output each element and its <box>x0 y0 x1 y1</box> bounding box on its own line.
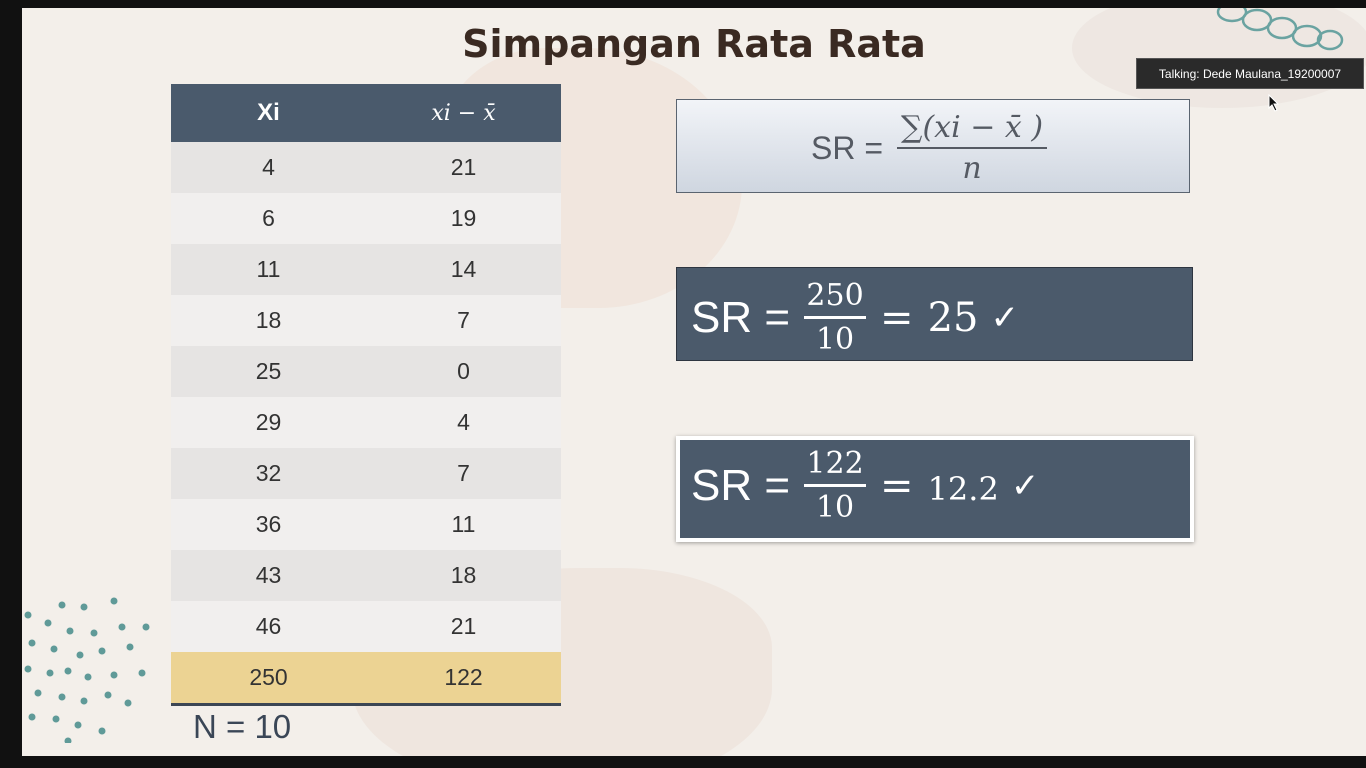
calc-lhs: SR = <box>691 460 791 510</box>
table-row <box>171 601 561 652</box>
dots-decoration-icon <box>22 593 162 743</box>
cell-deviation: 7 <box>366 295 561 346</box>
calculation-box-total <box>676 267 1193 361</box>
table-row <box>171 397 561 448</box>
table-row <box>171 142 561 193</box>
slide-title: Simpangan Rata Rata <box>462 22 926 66</box>
calc-numerator: 122 <box>806 446 864 481</box>
checkmark-icon: ✓ <box>1010 465 1040 506</box>
cell-deviation: 21 <box>366 601 561 652</box>
cell-deviation: 21 <box>366 142 561 193</box>
calc-denominator: 10 <box>815 322 855 357</box>
formula-fraction <box>897 110 1047 186</box>
cell-deviation: 7 <box>366 448 561 499</box>
table-row <box>171 499 561 550</box>
formula-denominator: n <box>962 151 982 186</box>
calc-lhs: SR = <box>691 292 791 342</box>
cell-xi: 4 <box>171 142 366 193</box>
formula-lhs: SR = <box>811 129 884 166</box>
table-row <box>171 346 561 397</box>
total-xi: 250 <box>171 652 366 705</box>
cell-xi: 32 <box>171 448 366 499</box>
column-header-deviation: xi − x̄ <box>366 84 561 142</box>
calc-fraction <box>804 446 866 525</box>
equals-sign: = <box>880 294 914 341</box>
fraction-bar <box>804 316 866 319</box>
column-header-xi: Xi <box>171 84 366 142</box>
talking-indicator: Talking: Dede Maulana_19200007 <box>1136 58 1364 89</box>
checkmark-icon: ✓ <box>990 297 1019 338</box>
total-deviation: 122 <box>366 652 561 705</box>
table-header-row <box>171 84 561 142</box>
calc-denominator: 10 <box>815 490 855 525</box>
sample-size-label: N = 10 <box>193 708 292 745</box>
formula-box <box>676 99 1190 193</box>
calc-result: 25 <box>927 294 979 341</box>
cell-deviation: 11 <box>366 499 561 550</box>
cell-xi: 18 <box>171 295 366 346</box>
presentation-slide <box>22 8 1366 756</box>
equals-sign: = <box>880 462 914 509</box>
cell-deviation: 4 <box>366 397 561 448</box>
calc-fraction <box>804 278 866 357</box>
mouse-cursor-icon <box>1268 94 1280 112</box>
cell-xi: 43 <box>171 550 366 601</box>
data-table <box>171 84 561 706</box>
table-row <box>171 295 561 346</box>
cell-deviation: 18 <box>366 550 561 601</box>
cell-xi: 36 <box>171 499 366 550</box>
calc-numerator: 250 <box>806 278 864 313</box>
cell-xi: 29 <box>171 397 366 448</box>
table-row <box>171 244 561 295</box>
fraction-bar <box>804 484 866 487</box>
table-total-row <box>171 652 561 705</box>
cell-deviation: 0 <box>366 346 561 397</box>
table-row <box>171 550 561 601</box>
cell-xi: 6 <box>171 193 366 244</box>
calc-result: 12.2 <box>927 469 999 508</box>
formula-numerator: ∑(xi − x̄ ) <box>901 110 1044 145</box>
fraction-bar <box>897 147 1047 149</box>
calculation-box-deviation <box>676 436 1194 542</box>
cell-xi: 25 <box>171 346 366 397</box>
cell-deviation: 14 <box>366 244 561 295</box>
table-row <box>171 193 561 244</box>
cell-xi: 46 <box>171 601 366 652</box>
table-row <box>171 448 561 499</box>
cell-deviation: 19 <box>366 193 561 244</box>
cell-xi: 11 <box>171 244 366 295</box>
